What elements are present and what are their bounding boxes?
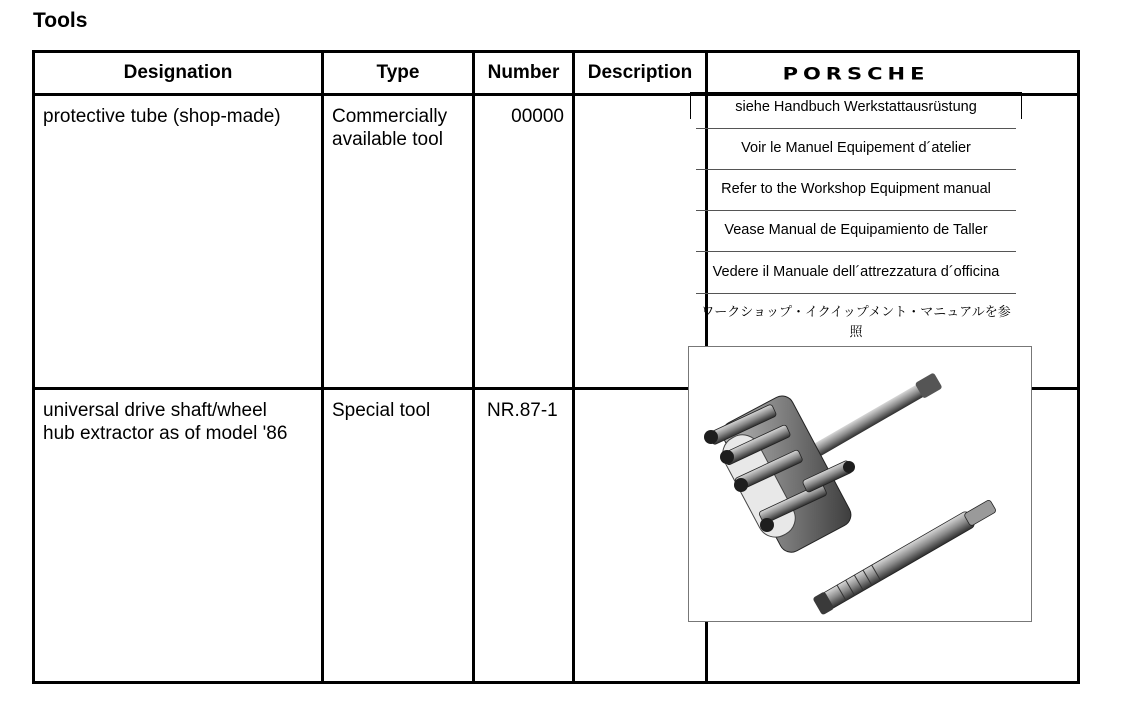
reference-line-es: Vease Manual de Equipamiento de Taller <box>696 220 1016 240</box>
reference-line-de: siehe Handbuch Werkstattausrüstung <box>696 97 1016 117</box>
header-designation: Designation <box>123 62 233 83</box>
page-title: Tools <box>33 9 88 32</box>
column-divider <box>572 53 575 681</box>
row2-number: NR.87-1 <box>487 400 558 421</box>
hub-extractor-illustration <box>689 347 1031 621</box>
row1-type <box>332 105 447 151</box>
row2-type: Special tool <box>332 400 431 421</box>
reference-line-it: Vedere il Manuale dell´attrezzatura d´officina <box>696 262 1016 282</box>
reference-line-en: Refer to the Workshop Equipment manual <box>696 179 1016 199</box>
reference-line-fr: Voir le Manuel Equipement d´atelier <box>696 138 1016 158</box>
row2-designation-line1: universal drive shaft/wheel <box>43 400 267 421</box>
hub-extractor-image <box>688 346 1032 622</box>
column-divider <box>472 53 475 681</box>
row2-designation <box>43 399 287 445</box>
row1-type-line2: available tool <box>332 129 443 150</box>
row1-designation: protective tube (shop-made) <box>43 106 281 127</box>
column-divider <box>321 53 324 681</box>
row1-type-line1: Commercially <box>332 106 448 127</box>
header-type: Type <box>376 62 420 83</box>
reference-line-ja: ワークショップ・イクイップメント・マニュアルを参照 <box>701 305 1011 340</box>
porsche-logo: PORSCHE <box>782 64 930 84</box>
row1-number: 00000 <box>511 106 564 127</box>
header-description: Description <box>587 62 693 83</box>
header-number: Number <box>487 62 560 83</box>
row2-designation-line2: hub extractor as of model '86 <box>43 423 288 444</box>
porsche-reference-image <box>690 62 1022 340</box>
